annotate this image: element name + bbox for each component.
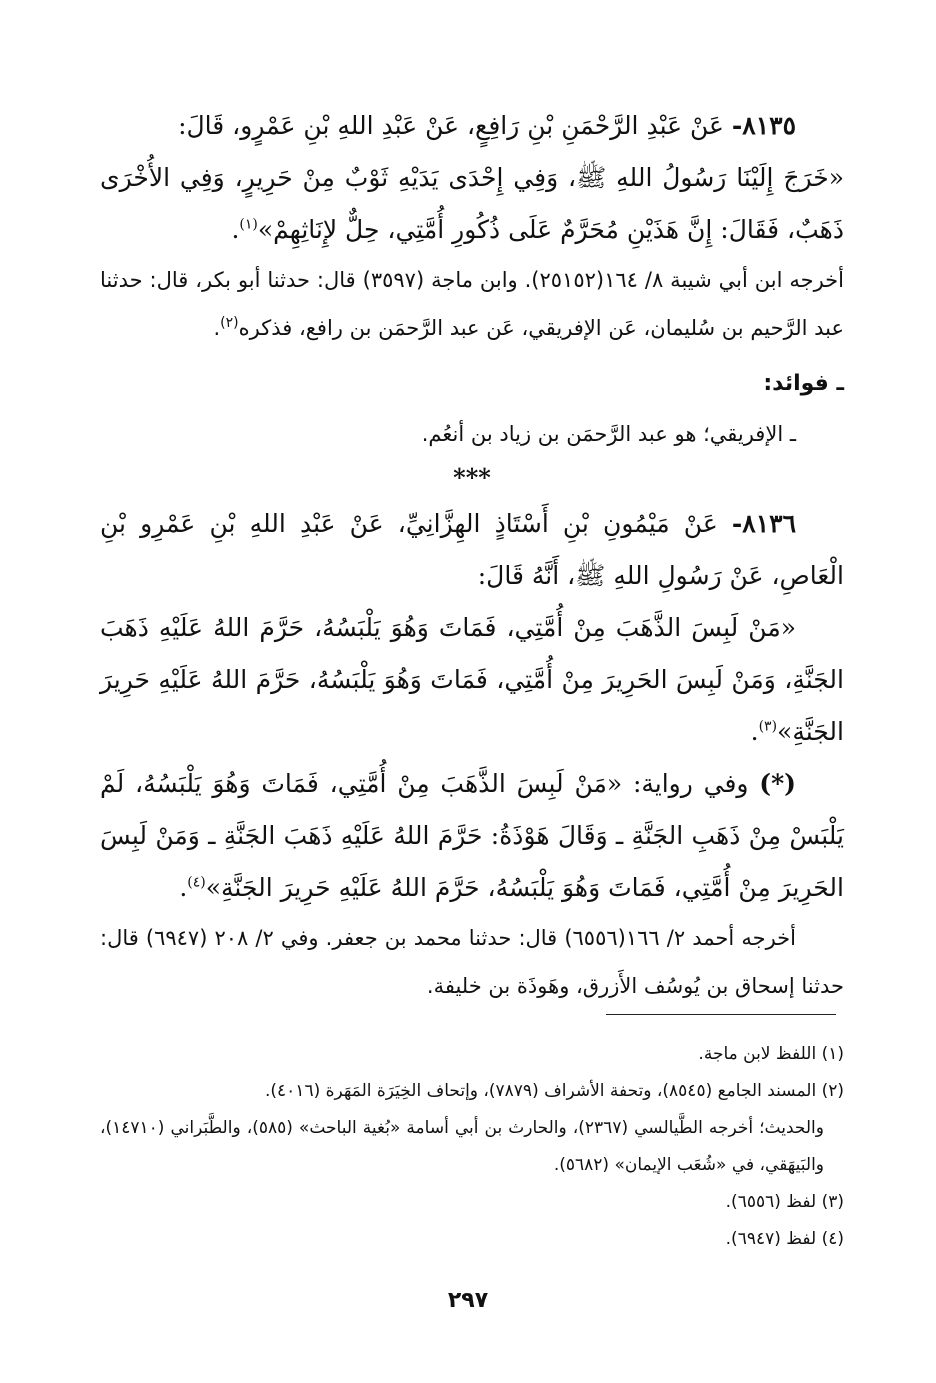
page-body bbox=[100, 100, 844, 1010]
footnote-4: (٤) لفظ (٦٩٤٧). bbox=[725, 1229, 844, 1249]
hadith-8136-riwaya bbox=[100, 758, 844, 914]
hadith-number: ٨١٣٥- bbox=[731, 111, 796, 140]
matn-text: «مَنْ لَبِسَ الذَّهَبَ مِنْ أُمَّتِي، فَمَاتَ وَهُوَ يَلْبَسُهُ، حَرَّمَ اللهُ عَلَيْهِ ذَهَبَ الجَنَّةِ، وَمَنْ لَبِسَ الحَرِيرَ مِنْ أُمَّتِي، فَمَاتَ وَهُوَ يَلْبَسُهُ، حَرَّمَ اللهُ عَلَيْهِ حَرِيرَ الجَنَّةِ» bbox=[100, 613, 844, 746]
matn-text: «خَرَجَ إِلَيْنَا رَسُولُ اللهِ ﷺ، وَفِي إِحْدَى يَدَيْهِ ثَوْبٌ مِنْ حَرِيرٍ، وَفِي الأُخْرَى ذَهَبٌ، فَقَالَ: إِنَّ هَذَيْنِ مُحَرَّمٌ عَلَى ذُكُورِ أُمَّتِي، حِلٌّ لإِنَاثِهِمْ» bbox=[100, 163, 844, 244]
riwaya-text: وفي رواية: «مَنْ لَبِسَ الذَّهَبَ مِنْ أُمَّتِي، فَمَاتَ وَهُوَ يَلْبَسُهُ، لَمْ يَلْبَسْ مِنْ ذَهَبِ الجَنَّةِ ـ وَقَالَ هَوْذَةُ: حَرَّمَ اللهُ عَلَيْهِ ذَهَبَ الجَنَّةِ ـ وَمَنْ لَبِسَ الحَرِيرَ مِنْ أُمَّتِي، فَمَاتَ وَهُوَ يَلْبَسُهُ، حَرَّمَ اللهُ عَلَيْهِ حَرِيرَ الجَنَّةِ» bbox=[100, 769, 844, 902]
hadith-8136-source: أخرجه أحمد ٢/ ١٦٦(٦٥٥٦) قال: حدثنا محمد بن جعفر. وفي ٢/ ٢٠٨ (٦٩٤٧) قال: حدثنا إسحاق بن يُوسُف الأَزرق، وهَوذَة بن خليفة. bbox=[100, 926, 844, 998]
period: . bbox=[231, 215, 240, 244]
hadith-8136-chain bbox=[100, 498, 844, 602]
footnote-divider bbox=[606, 1014, 836, 1015]
footnotes bbox=[100, 1036, 844, 1258]
hadith-8135-text bbox=[100, 152, 844, 256]
period: . bbox=[179, 873, 188, 902]
hadith-8135-chain bbox=[100, 100, 844, 152]
footnote-2-continued: والحديث؛ أخرجه الطَّيالسي (٢٣٦٧)، والحارث بن أبي أسامة «بُغية الباحث» (٥٨٥)، والطَّبَراني (١٤٧١٠)، والبَيهَقي، في «شُعَب الإيمان» (٥٦٨٢). bbox=[100, 1118, 824, 1175]
benefit-item: ـ الإفريقي؛ هو عبد الرَّحمَن بن زياد بن أنعُم. bbox=[421, 422, 796, 446]
footnote-ref: (١) bbox=[239, 216, 258, 233]
page-number: ٢٩٧ bbox=[447, 1288, 489, 1313]
period: . bbox=[750, 717, 759, 746]
takhrij-text: أخرجه ابن أبي شيبة ٨/ ١٦٤(٢٥١٥٢). وابن ماجة (٣٥٩٧) قال: حدثنا أبو بكر، قال: حدثنا عبد الرَّحيم بن سُليمان، عَن الإفريقي، عَن عبد الرَّحمَن بن رافع، فذكره bbox=[100, 268, 844, 340]
isnad-text: عَنْ مَيْمُونِ بْنِ أَسْتَاذٍ الهِزَّانِيِّ، عَنْ عَبْدِ اللهِ بْنِ عَمْرِو بْنِ الْعَاصِ، عَنْ رَسُولِ اللهِ ﷺ، أَنَّهُ قَالَ: bbox=[100, 509, 844, 590]
period: . bbox=[213, 316, 221, 340]
hadith-8136-text bbox=[100, 602, 844, 758]
footnote-ref: (٢) bbox=[220, 315, 239, 331]
footnote-ref: (٣) bbox=[758, 718, 778, 735]
footnote-1: (١) اللفظ لابن ماجة. bbox=[698, 1044, 844, 1064]
riwaya-mark: (*) bbox=[759, 769, 797, 798]
section-separator: *** bbox=[453, 463, 491, 492]
benefits-heading: ـ فوائد: bbox=[763, 371, 844, 396]
footnote-ref: (٤) bbox=[187, 874, 206, 891]
footnote-3: (٣) لفظ (٦٥٥٦). bbox=[725, 1192, 844, 1212]
footnote-2: (٢) المسند الجامع (٨٥٤٥)، وتحفة الأشراف (٧٨٧٩)، وإتحاف الخِيَرَة المَهَرة (٤٠١٦). bbox=[265, 1081, 844, 1101]
isnad-text: عَنْ عَبْدِ الرَّحْمَنِ بْنِ رَافِعٍ، عَنْ عَبْدِ اللهِ بْنِ عَمْرٍو، قَالَ: bbox=[178, 111, 724, 140]
hadith-8135-source bbox=[100, 256, 844, 352]
hadith-number: ٨١٣٦- bbox=[731, 509, 797, 538]
